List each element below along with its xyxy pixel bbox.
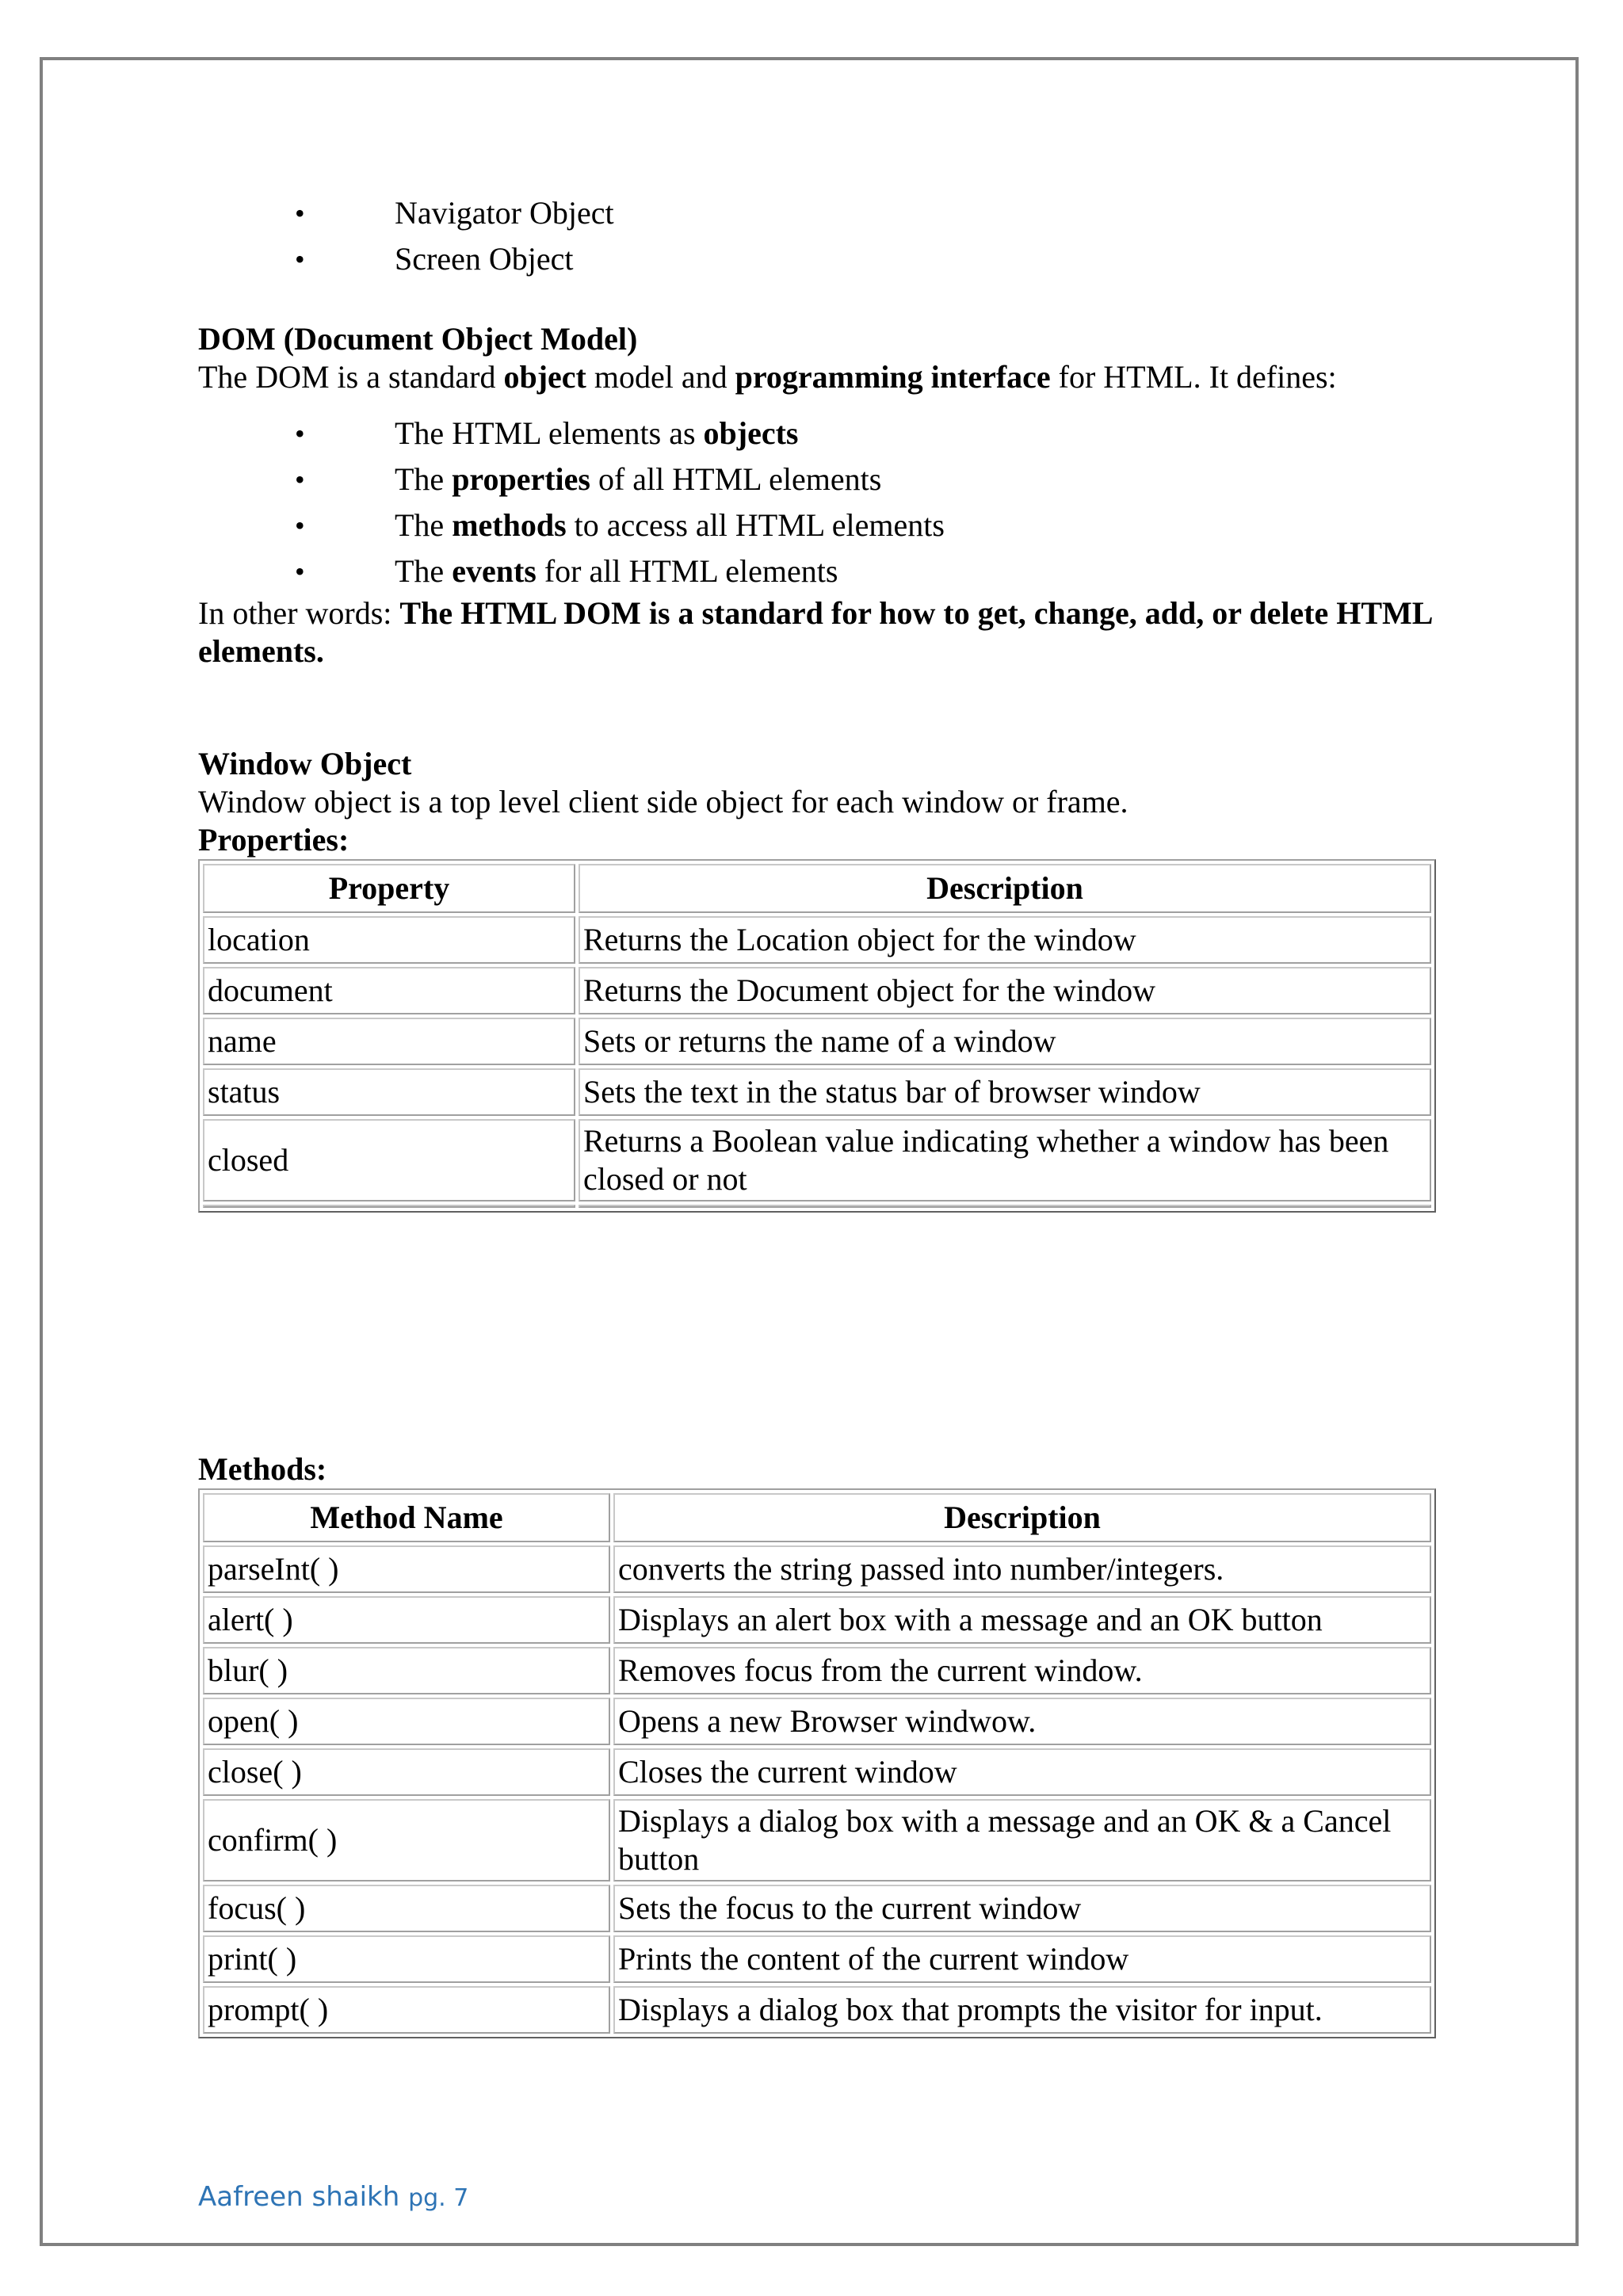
list-item bbox=[198, 411, 1434, 457]
table-cell: prompt( ) bbox=[203, 1986, 610, 2034]
table-cell: Returns the Document object for the window bbox=[579, 967, 1431, 1014]
text-run-bold: objects bbox=[703, 415, 799, 451]
list-item: • Screen Object bbox=[198, 236, 1434, 282]
top-bullet-list bbox=[198, 190, 1434, 282]
text-run: The bbox=[395, 553, 453, 589]
text-run-bold: methods bbox=[452, 507, 567, 543]
text-run: The bbox=[395, 507, 453, 543]
table-cell: alert( ) bbox=[203, 1596, 610, 1644]
table-cell: Sets or returns the name of a window bbox=[579, 1018, 1431, 1065]
table-cell: Sets the text in the status bar of browser window bbox=[579, 1068, 1431, 1116]
dom-bullet-list bbox=[198, 411, 1434, 594]
table-cell: Displays a dialog box that prompts the visitor for input. bbox=[613, 1986, 1431, 2034]
window-description: Window object is a top level client side object for each window or frame. bbox=[198, 784, 1128, 819]
text-run: The bbox=[395, 461, 453, 497]
list-item: • Navigator Object bbox=[198, 190, 1434, 236]
table-row bbox=[203, 1799, 1431, 1881]
list-item bbox=[198, 457, 1434, 502]
table-cell: Displays an alert box with a message and an OK button bbox=[613, 1596, 1431, 1644]
table-cell: focus( ) bbox=[203, 1885, 610, 1932]
table-cell: name bbox=[203, 1018, 575, 1065]
table-row bbox=[203, 1596, 1431, 1644]
window-heading: Window Object bbox=[198, 746, 412, 781]
text-run-bold: The HTML DOM is a standard for how to get, change, add, or delete HTML elements. bbox=[198, 595, 1432, 669]
methods-table bbox=[198, 1488, 1436, 2038]
dom-summary bbox=[198, 594, 1434, 670]
table-row bbox=[203, 1018, 1431, 1065]
text-run-bold: events bbox=[452, 553, 537, 589]
table-header-row bbox=[203, 1493, 1431, 1542]
table-cell: close( ) bbox=[203, 1748, 610, 1796]
empty-table-row bbox=[203, 1205, 1431, 1208]
page-footer bbox=[198, 2181, 468, 2213]
table-cell: open( ) bbox=[203, 1698, 610, 1745]
text-run-bold: object bbox=[503, 359, 586, 395]
column-header: Description bbox=[579, 864, 1431, 913]
table-row bbox=[203, 1698, 1431, 1745]
table-row bbox=[203, 1885, 1431, 1932]
text-run: to access all HTML elements bbox=[566, 507, 945, 543]
list-item bbox=[198, 502, 1434, 548]
table-cell: Closes the current window bbox=[613, 1748, 1431, 1796]
table-cell: Sets the focus to the current window bbox=[613, 1885, 1431, 1932]
table-cell: location bbox=[203, 916, 575, 964]
text-run: model and bbox=[586, 359, 735, 395]
dom-intro bbox=[198, 358, 1434, 396]
text-run-bold: programming interface bbox=[735, 359, 1051, 395]
table-cell: print( ) bbox=[203, 1935, 610, 1983]
text-run: The HTML elements as bbox=[395, 415, 704, 451]
table-row bbox=[203, 1935, 1431, 1983]
text-run-bold: properties bbox=[452, 461, 590, 497]
table-cell: parseInt( ) bbox=[203, 1545, 610, 1593]
table-cell: Prints the content of the current window bbox=[613, 1935, 1431, 1983]
table-cell: Removes focus from the current window. bbox=[613, 1647, 1431, 1694]
table-header-row bbox=[203, 864, 1431, 913]
page-content bbox=[198, 190, 1434, 2038]
methods-label: Methods: bbox=[198, 1451, 327, 1487]
table-cell: status bbox=[203, 1068, 575, 1116]
list-item bbox=[198, 548, 1434, 594]
table-row bbox=[203, 1068, 1431, 1116]
table-row bbox=[203, 967, 1431, 1014]
footer-author: Aafreen shaikh bbox=[198, 2181, 400, 2213]
empty-cell bbox=[203, 1205, 575, 1208]
table-row bbox=[203, 1647, 1431, 1694]
properties-label: Properties: bbox=[198, 822, 349, 858]
table-cell: confirm( ) bbox=[203, 1799, 610, 1881]
table-row bbox=[203, 1986, 1431, 2034]
footer-page-number: pg. 7 bbox=[408, 2184, 469, 2212]
table-cell: converts the string passed into number/integers. bbox=[613, 1545, 1431, 1593]
column-header: Method Name bbox=[203, 1493, 610, 1542]
table-cell: Returns the Location object for the window bbox=[579, 916, 1431, 964]
table-cell: document bbox=[203, 967, 575, 1014]
column-header: Property bbox=[203, 864, 575, 913]
table-cell: Opens a new Browser windwow. bbox=[613, 1698, 1431, 1745]
column-header: Description bbox=[613, 1493, 1431, 1542]
table-cell: closed bbox=[203, 1119, 575, 1201]
table-cell: Displays a dialog box with a message and an OK & a Cancel button bbox=[613, 1799, 1431, 1881]
text-run: for all HTML elements bbox=[536, 553, 838, 589]
text-run: In other words: bbox=[198, 595, 400, 631]
empty-cell bbox=[579, 1205, 1431, 1208]
dom-heading: DOM (Document Object Model) bbox=[198, 321, 638, 357]
text-run: for HTML. It defines: bbox=[1050, 359, 1337, 395]
table-row bbox=[203, 1119, 1431, 1201]
table-row bbox=[203, 916, 1431, 964]
table-row bbox=[203, 1748, 1431, 1796]
properties-table bbox=[198, 859, 1436, 1213]
table-row bbox=[203, 1545, 1431, 1593]
table-cell: blur( ) bbox=[203, 1647, 610, 1694]
text-run: of all HTML elements bbox=[590, 461, 882, 497]
table-cell: Returns a Boolean value indicating whether a window has been closed or not bbox=[579, 1119, 1431, 1201]
text-run: The DOM is a standard bbox=[198, 359, 504, 395]
